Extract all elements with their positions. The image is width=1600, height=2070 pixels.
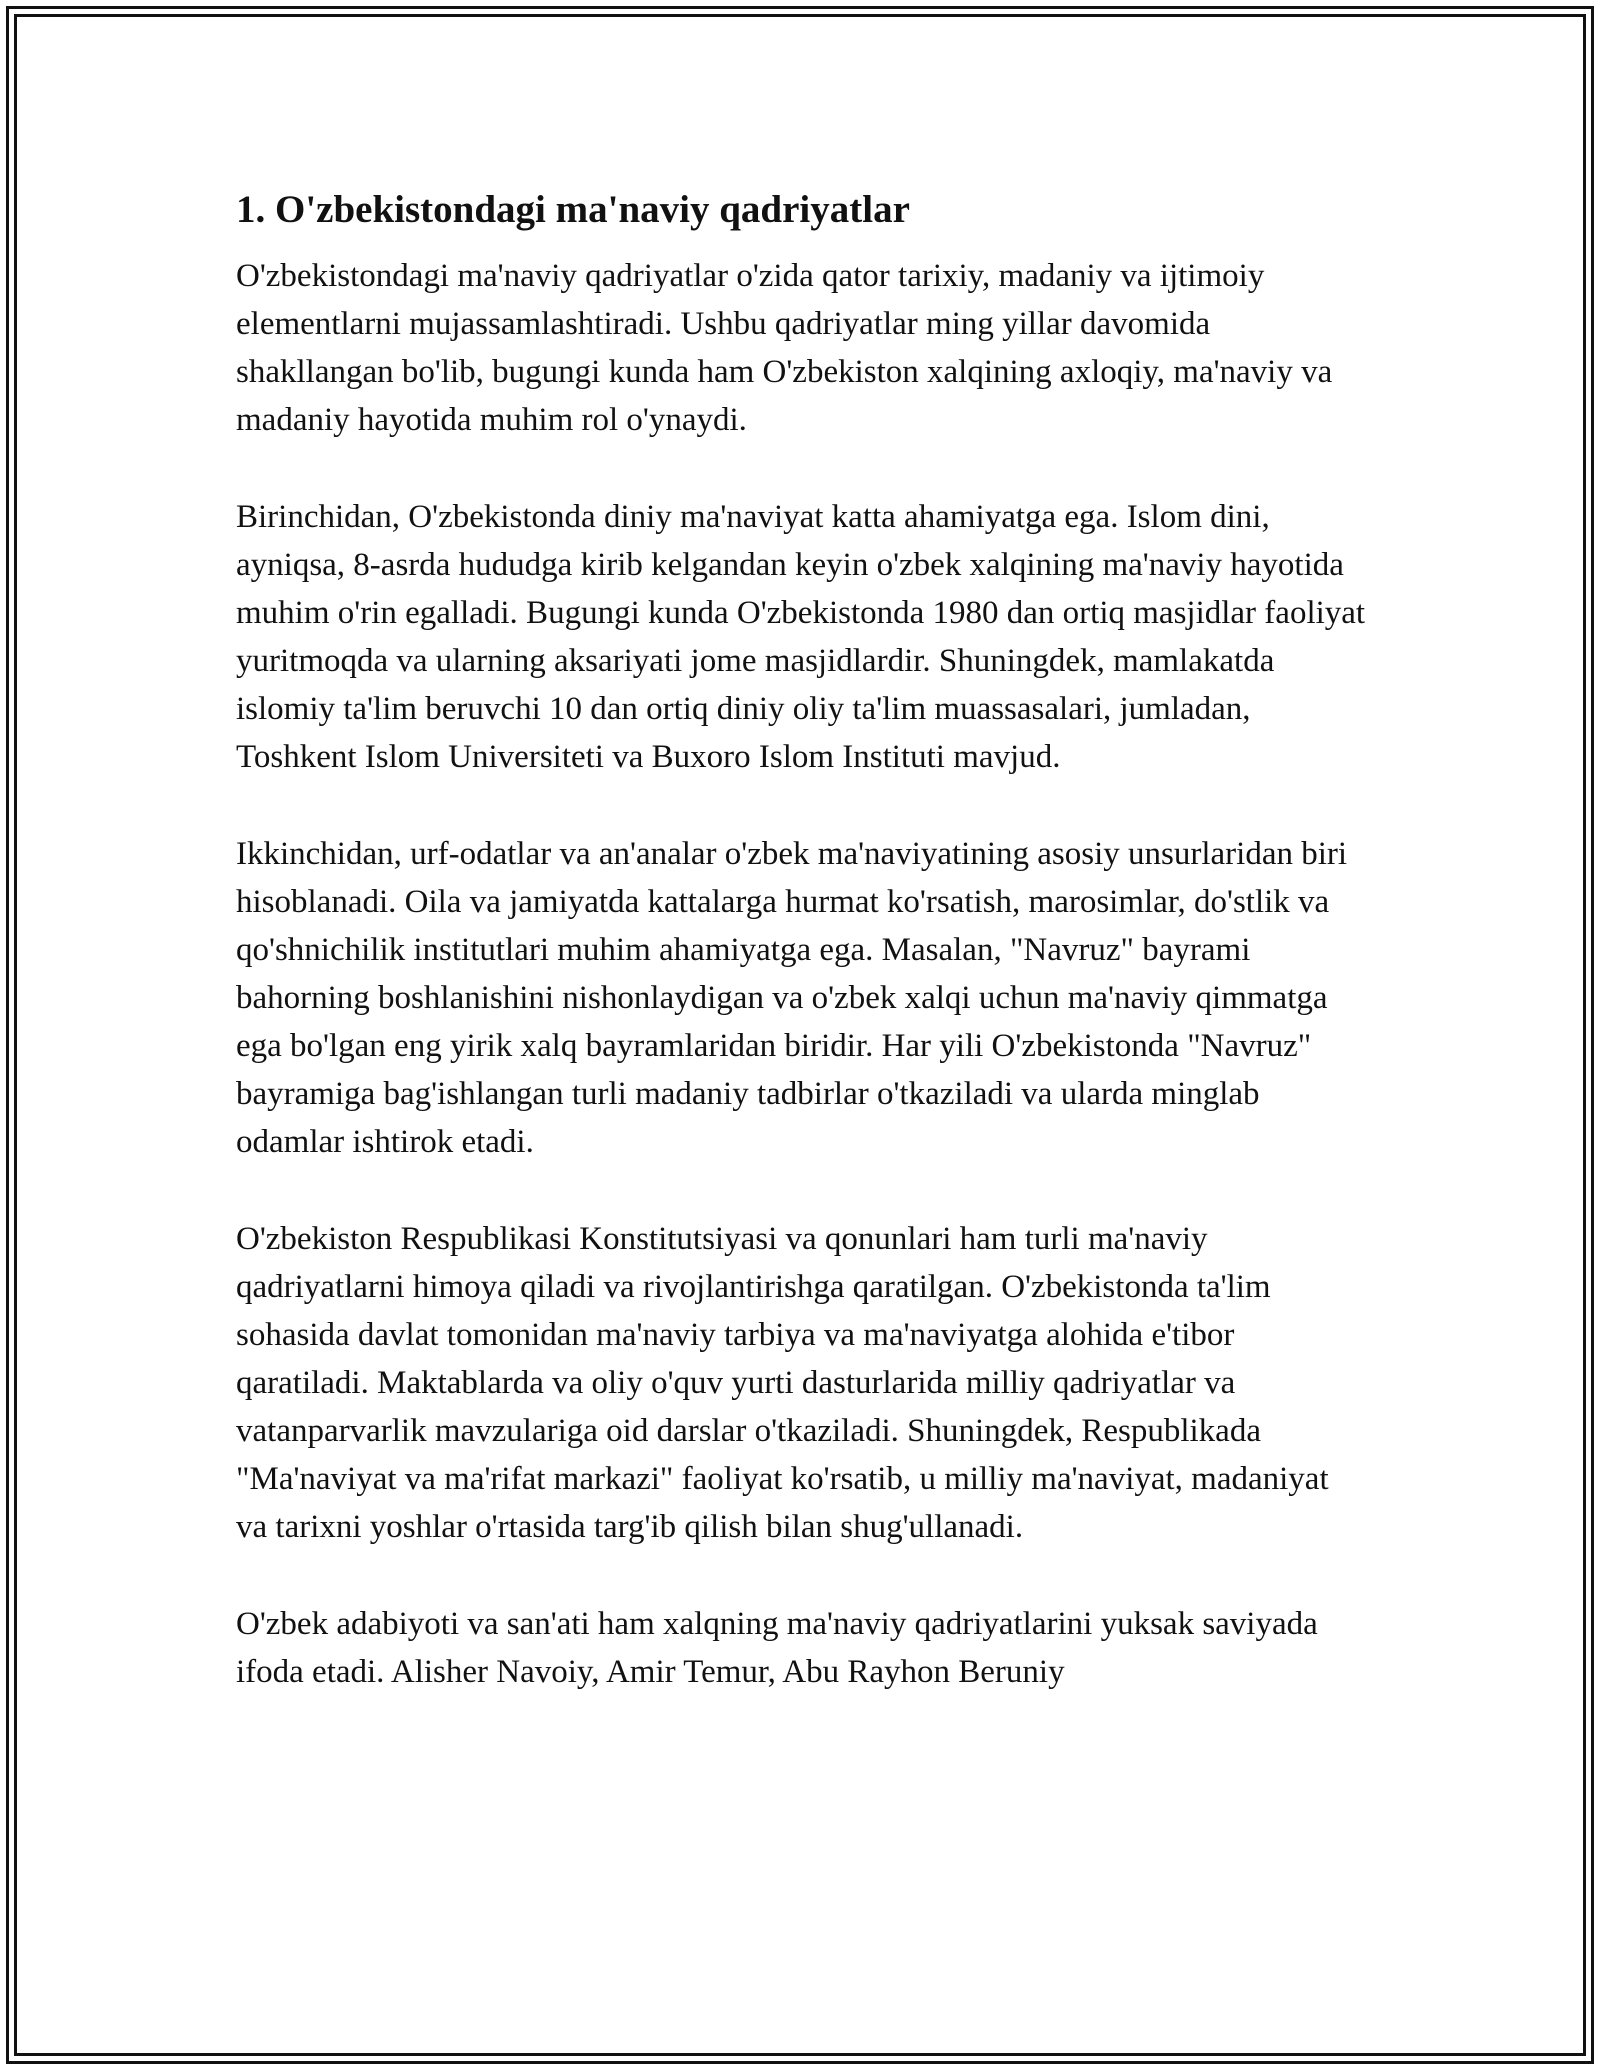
paragraph-traditions: Ikkinchidan, urf-odatlar va an'analar o'zbek ma'naviyatining asosiy unsurlaridan biri hisoblanadi. Oila va jamiyatda kattalarga hurmat ko'rsatish, marosimlar, do'stlik va qo'shnichilik institutlari muhim ahamiyatga ega. Masalan, "Navruz" bayrami bahorning boshlanishini nishonlaydigan va o'zbek xalqi uchun ma'naviy qimmatga ega bo'lgan eng yirik xalq bayramlaridan biridir. Har yili O'zbekistonda "Navruz" bayramiga bag'ishlangan turli madaniy tadbirlar o'tkaziladi va ularda minglab odamlar ishtirok etadi. (236, 836, 1348, 1160)
paragraph-constitution: O'zbekiston Respublikasi Konstitutsiyasi va qonunlari ham turli ma'naviy qadriyatlarni himoya qiladi va rivojlantirishga qaratilgan. O'zbekistonda ta'lim sohasida davlat tomonidan ma'naviy tarbiya va ma'naviyatga alohida e'tibor qaratiladi. Maktablarda va oliy o'quv yurti dasturlarida milliy qadriyatlar va vatanparvarlik mavzulariga oid darslar o'tkaziladi. Shuningdek, Respublikada "Ma'naviyat va ma'rifat markazi" faoliyat ko'rsatib, u milliy ma'naviyat, madaniyat va tarixni yoshlar o'rtasida targ'ib qilish bilan shug'ullanadi. (236, 1221, 1329, 1545)
paragraph-literature: O'zbek adabiyoti va san'ati ham xalqning ma'naviy qadriyatlarini yuksak saviyada ifoda etadi. Alisher Navoiy, Amir Temur, Abu Rayhon Beruniy (236, 1606, 1318, 1690)
document-body (236, 186, 1366, 1745)
paragraph-religion: Birinchidan, O'zbekistonda diniy ma'naviyat katta ahamiyatga ega. Islom dini, ayniqsa, 8-asrda hududga kirib kelgandan keyin o'zbek xalqining ma'naviy hayotida muhim o'rin egalladi. Bugungi kunda O'zbekistonda 1980 dan ortiq masjidlar faoliyat yuritmoqda va ularning aksariyati jome masjidlardir. Shuningdek, mamlakatda islomiy ta'lim beruvchi 10 dan ortiq diniy oliy ta'lim muassasalari, jumladan, Toshkent Islom Universiteti va Buxoro Islom Instituti mavjud. (236, 499, 1366, 775)
paragraph-intro: O'zbekistondagi ma'naviy qadriyatlar o'zida qator tarixiy, madaniy va ijtimoiy elementlarni mujassamlashtiradi. Ushbu qadriyatlar ming yillar davomida shakllangan bo'lib, bugungi kunda ham O'zbekiston xalqining axloqiy, ma'naviy va madaniy hayotida muhim rol o'ynaydi. (236, 258, 1333, 438)
section-heading: 1. O'zbekistondagi ma'naviy qadriyatlar (236, 188, 910, 231)
